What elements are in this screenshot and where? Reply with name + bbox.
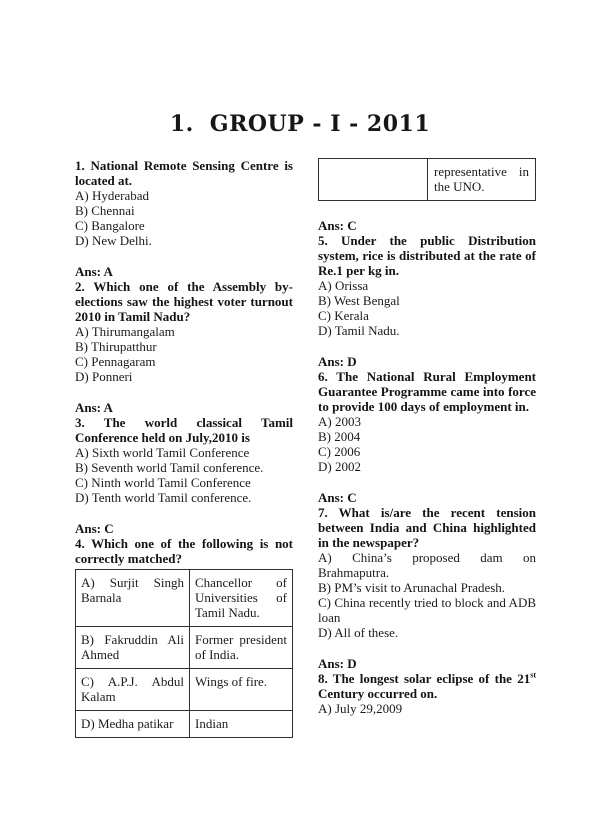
question-3-option-c: C) Ninth world Tamil Conference <box>75 475 251 490</box>
question-2-title: 2. Which one of the Assembly by-elections saw the highest voter turnout 2010 in Tamil Nadu? <box>75 279 293 324</box>
question-3-option-b: B) Seventh world Tamil conference. <box>75 460 264 475</box>
question-7-option-b: B) PM’s visit to Arunachal Pradesh. <box>318 580 506 595</box>
question-2-option-a: A) Thirumangalam <box>75 324 175 339</box>
two-column-body <box>75 158 536 738</box>
question-1-option-c: C) Bangalore <box>75 218 145 233</box>
table-row <box>76 570 293 627</box>
question-3-title: 3. The world classical Tamil Conference held on July,2010 is <box>75 415 293 445</box>
right-column <box>318 158 536 738</box>
continued-table-text-cell: representative in the UNO. <box>428 159 536 201</box>
table-row <box>319 159 536 201</box>
question-6-answer: Ans: C <box>318 490 357 505</box>
question-4-title: 4. Which one of the following is not correctly matched? <box>75 536 293 566</box>
question-8-title-post: Century occurred on. <box>318 686 438 701</box>
question-8-title-superscript: st <box>530 670 536 680</box>
page-title <box>0 111 600 137</box>
question-8-option-a: A) July 29,2009 <box>318 701 403 716</box>
question-7-option-a: A) China’s proposed dam on Brahmaputra. <box>318 550 536 580</box>
continued-match-table <box>318 158 536 201</box>
question-6-option-d: D) 2002 <box>318 459 361 474</box>
question-8-title-pre: 8. The longest solar eclipse of the 21 <box>318 671 531 686</box>
match-value-a: Chancellor of Universities of Tamil Nadu. <box>190 570 293 627</box>
spacer <box>75 505 293 521</box>
question-3-option-d: D) Tenth world Tamil conference. <box>75 490 252 505</box>
table-row <box>76 627 293 669</box>
question-5-option-a: A) Orissa <box>318 278 369 293</box>
question-5-title: 5. Under the public Distribution system, rice is distributed at the rate of Re.1 per kg in. <box>318 233 536 278</box>
question-6-option-a: A) 2003 <box>318 414 361 429</box>
match-value-b: Former president of India. <box>190 627 293 669</box>
question-1-option-a: A) Hyderabad <box>75 188 149 203</box>
match-option-a: A) Surjit Singh Barnala <box>76 570 190 627</box>
table-row <box>76 711 293 738</box>
left-column <box>75 158 293 738</box>
question-4-answer: Ans: C <box>318 218 357 233</box>
question-5-option-d: D) Tamil Nadu. <box>318 323 400 338</box>
spacer <box>75 384 293 400</box>
match-option-b: B) Fakruddin Ali Ahmed <box>76 627 190 669</box>
question-1-option-d: D) New Delhi. <box>75 233 152 248</box>
question-1-answer: Ans: A <box>75 264 113 279</box>
spacer <box>318 474 536 490</box>
spacer <box>318 338 536 354</box>
spacer <box>75 248 293 264</box>
question-5-answer: Ans: D <box>318 354 357 369</box>
page-title-text: GROUP - I - 2011 <box>209 111 431 137</box>
match-value-c: Wings of fire. <box>190 669 293 711</box>
question-2-option-b: B) Thirupatthur <box>75 339 157 354</box>
match-option-d: D) Medha patikar <box>76 711 190 738</box>
question-3-option-a: A) Sixth world Tamil Conference <box>75 445 250 460</box>
question-5-option-b: B) West Bengal <box>318 293 400 308</box>
question-4-match-table <box>75 569 293 738</box>
question-7-option-c: C) China recently tried to block and ADB loan <box>318 595 536 625</box>
question-1-option-b: B) Chennai <box>75 203 135 218</box>
page-title-number: 1. <box>169 111 194 137</box>
table-row <box>76 669 293 711</box>
question-7-option-d: D) All of these. <box>318 625 399 640</box>
question-7-title: 7. What is/are the recent tension between India and China highlighted in the newspaper? <box>318 505 536 550</box>
question-6-title: 6. The National Rural Employment Guarantee Programme came into force to provide 100 days of employment in. <box>318 369 536 414</box>
match-option-c: C) A.P.J. Abdul Kalam <box>76 669 190 711</box>
spacer <box>318 640 536 656</box>
question-6-option-c: C) 2006 <box>318 444 361 459</box>
question-2-option-c: C) Pennagaram <box>75 354 156 369</box>
question-3-answer: Ans: C <box>75 521 114 536</box>
question-2-answer: Ans: A <box>75 400 113 415</box>
spacer <box>318 201 536 218</box>
question-6-option-b: B) 2004 <box>318 429 361 444</box>
question-2-option-d: D) Ponneri <box>75 369 133 384</box>
continued-table-empty-cell <box>319 159 428 201</box>
question-8-title <box>318 671 536 701</box>
question-1-title: 1. National Remote Sensing Centre is located at. <box>75 158 293 188</box>
question-5-option-c: C) Kerala <box>318 308 369 323</box>
question-7-answer: Ans: D <box>318 656 357 671</box>
match-value-d: Indian <box>190 711 293 738</box>
